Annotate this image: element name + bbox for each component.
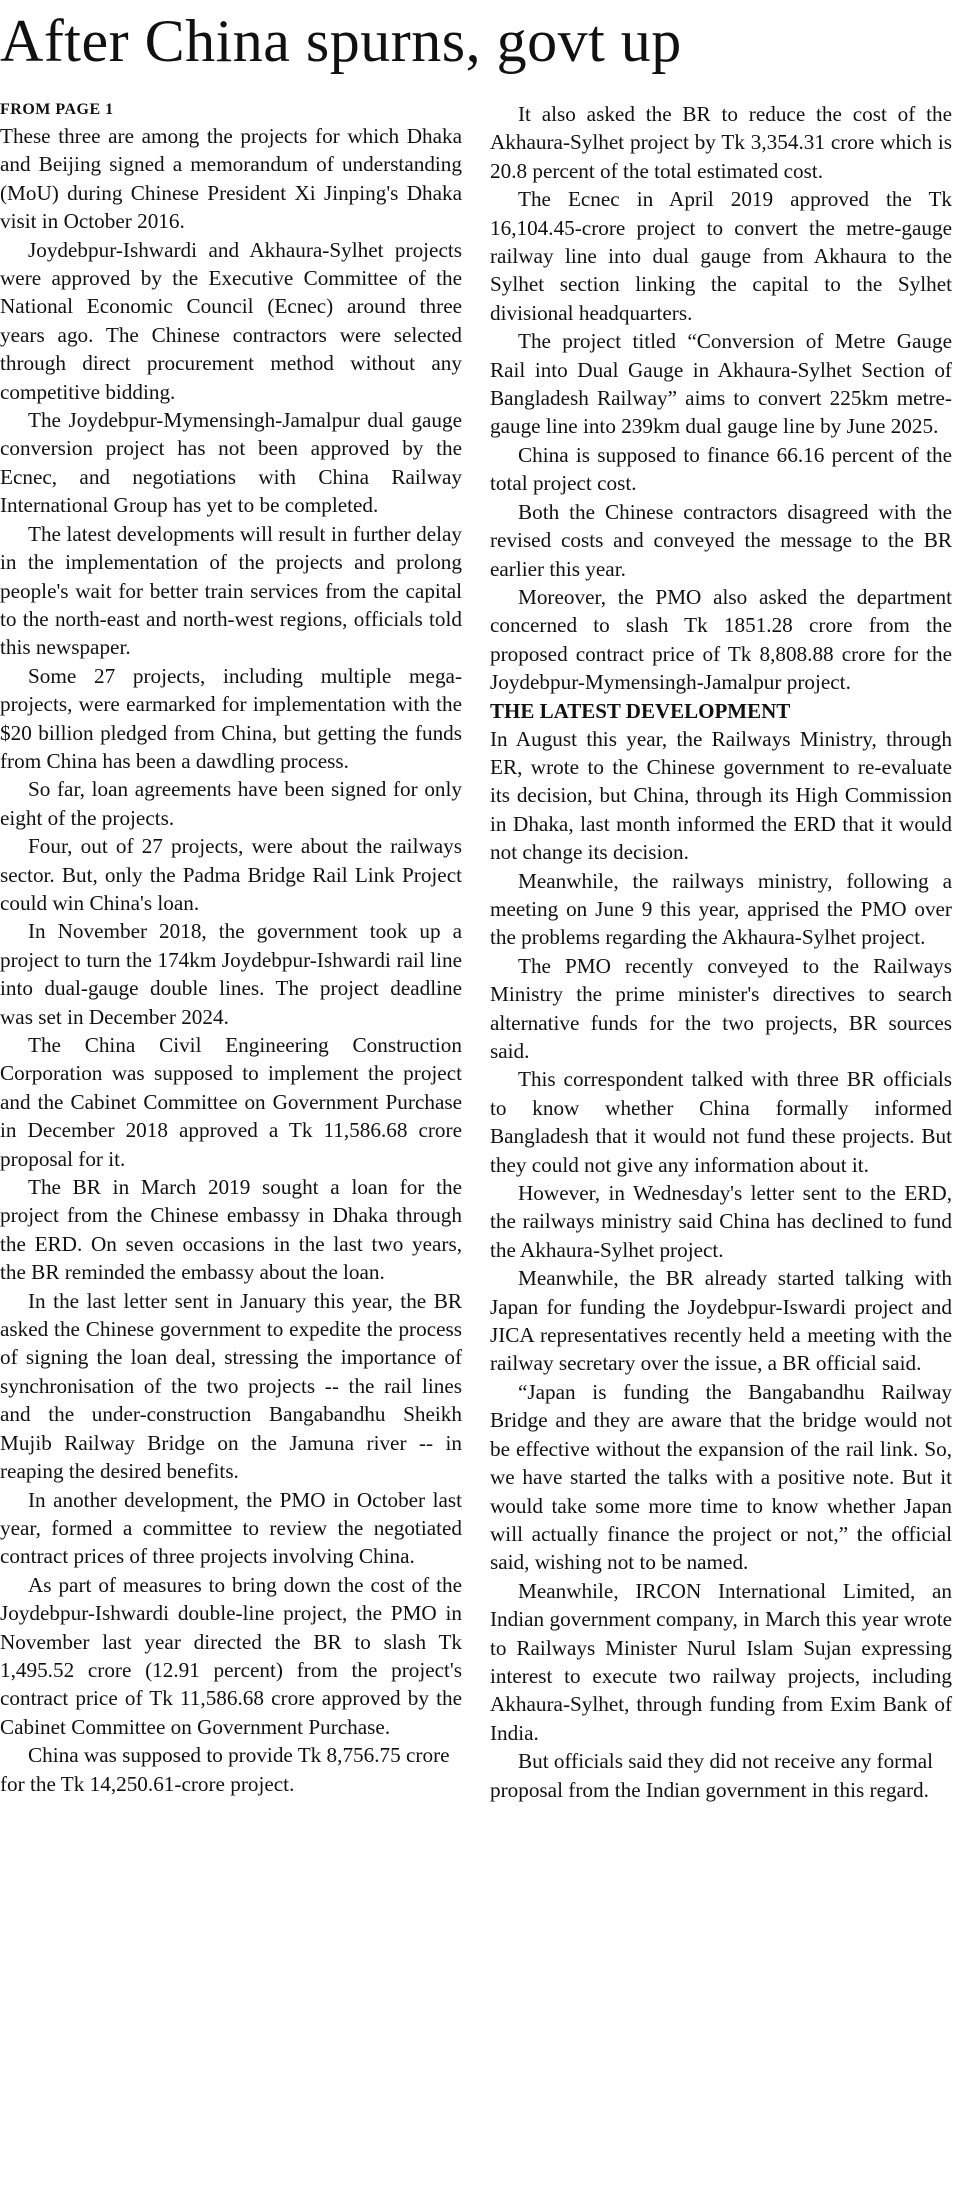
article-column-right xyxy=(490,100,952,1804)
paragraph: The project titled “Conversion of Metre Gauge Rail into Dual Gauge in Akhaura-Sylhet Section of Bangladesh Railway” aims to convert 225km metre-gauge line into 239km dual gauge line by June 2025. xyxy=(490,329,952,439)
paragraph: The BR in March 2019 sought a loan for the project from the Chinese embassy in Dhaka through the ERD. On seven occasions in the last two years, the BR reminded the embassy about the loan. xyxy=(0,1175,462,1285)
paragraph: Joydebpur-Ishwardi and Akhaura-Sylhet projects were approved by the Executive Committee of the National Economic Council (Ecnec) around three years ago. The Chinese contractors were selected through direct procurement method without any competitive bidding. xyxy=(0,237,462,404)
paragraph: In November 2018, the government took up a project to turn the 174km Joydebpur-Ishwardi rail line into dual-gauge double lines. The project deadline was set in December 2024. xyxy=(0,919,462,1029)
headline: After China spurns, govt up xyxy=(0,8,682,74)
paragraph: Meanwhile, the BR already started talking with Japan for funding the Joydebpur-Iswardi project and JICA representatives recently held a meeting with the railway secretary over the issue, a BR official said. xyxy=(490,1266,952,1376)
kicker: FROM PAGE 1 xyxy=(0,101,114,118)
article-column-left xyxy=(0,100,462,1798)
paragraph: It also asked the BR to reduce the cost of the Akhaura-Sylhet project by Tk 3,354.31 crore which is 20.8 percent of the total estimated cost. xyxy=(490,102,952,183)
paragraph: In another development, the PMO in October last year, formed a committee to review the negotiated contract prices of three projects involving China. xyxy=(0,1487,462,1569)
paragraph: The latest developments will result in further delay in the implementation of the projects and prolong people's wait for better train services from the capital to the north-east and north-west regions, officials told this newspaper. xyxy=(0,521,462,660)
paragraph: The Ecnec in April 2019 approved the Tk 16,104.45-crore project to convert the metre-gauge railway line into dual gauge from Akhaura to the Sylhet section linking the capital to the Sylhet divisional headquarters. xyxy=(490,187,952,325)
paragraph: The PMO recently conveyed to the Railways Ministry the prime minister's directives to search alternative funds for the two projects, BR sources said. xyxy=(490,953,952,1063)
paragraph: However, in Wednesday's letter sent to the ERD, the railways ministry said China has declined to fund the Akhaura-Sylhet project. xyxy=(490,1181,952,1262)
paragraph: The Joydebpur-Mymensingh-Jamalpur dual gauge conversion project has not been approved by the Ecnec, and negotiations with China Railway International Group has yet to be completed. xyxy=(0,408,462,518)
paragraph: This correspondent talked with three BR officials to know whether China formally informed Bangladesh that it would not fund these projects. But they could not give any information about it. xyxy=(490,1067,952,1177)
paragraph: As part of measures to bring down the cost of the Joydebpur-Ishwardi double-line project, the PMO in November last year directed the BR to slash Tk 1,495.52 crore (12.91 percent) from the project's contract price of Tk 11,586.68 crore approved by the Cabinet Committee on Government Purchase. xyxy=(0,1572,462,1739)
section-subhead: THE LATEST DEVELOPMENT xyxy=(490,698,791,723)
paragraph: The China Civil Engineering Construction Corporation was supposed to implement the project and the Cabinet Committee on Government Purchase in December 2018 approved a Tk 11,586.68 crore proposal for it. xyxy=(0,1033,462,1171)
paragraph: Meanwhile, IRCON International Limited, an Indian government company, in March this year wrote to Railways Minister Nurul Islam Sujan expressing interest to execute two railway projects, including Akhaura-Sylhet, through funding from Exim Bank of India. xyxy=(490,1578,952,1745)
paragraph: But officials said they did not receive any formal proposal from the Indian government in this regard. xyxy=(490,1749,933,1802)
paragraph: Four, out of 27 projects, were about the railways sector. But, only the Padma Bridge Rail Link Project could win China's loan. xyxy=(0,834,462,915)
paragraph: These three are among the projects for which Dhaka and Beijing signed a memorandum of understanding (MoU) during Chinese President Xi Jinping's Dhaka visit in October 2016. xyxy=(0,124,462,234)
paragraph: China is supposed to finance 66.16 percent of the total project cost. xyxy=(490,442,952,496)
paragraph: In the last letter sent in January this year, the BR asked the Chinese government to expedite the process of signing the loan deal, stressing the importance of synchronisation of the two projects -- the rail lines and the under-construction Bangabandhu Sheikh Mujib Railway Bridge on the Jamuna river -- in reaping the desired benefits. xyxy=(0,1288,462,1484)
paragraph: In August this year, the Railways Ministry, through ER, wrote to the Chinese government to re-evaluate its decision, but China, through its High Commission in Dhaka, last month informed the ERD that it would not change its decision. xyxy=(490,726,952,865)
paragraph: So far, loan agreements have been signed for only eight of the projects. xyxy=(0,777,462,830)
paragraph: “Japan is funding the Bangabandhu Railway Bridge and they are aware that the bridge would not be effective without the expansion of the rail link. So, we have started the talks with a positive note. But it would take some more time to know whether Japan will actually finance the project or not,” the official said, wishing not to be named. xyxy=(490,1379,952,1575)
paragraph: Some 27 projects, including multiple mega-projects, were earmarked for implementation with the $20 billion pledged from China, but getting the funds from China has been a dawdling process. xyxy=(0,663,462,773)
paragraph: China was supposed to provide Tk 8,756.75 crore for the Tk 14,250.61-crore project. xyxy=(0,1743,450,1796)
paragraph: Both the Chinese contractors disagreed with the revised costs and conveyed the message to the BR earlier this year. xyxy=(490,499,952,581)
paragraph: Moreover, the PMO also asked the department concerned to slash Tk 1851.28 crore from the proposed contract price of Tk 8,808.88 crore for the Joydebpur-Mymensingh-Jamalpur project. xyxy=(490,584,952,695)
paragraph: Meanwhile, the railways ministry, following a meeting on June 9 this year, apprised the PMO over the problems regarding the Akhaura-Sylhet project. xyxy=(490,868,952,950)
